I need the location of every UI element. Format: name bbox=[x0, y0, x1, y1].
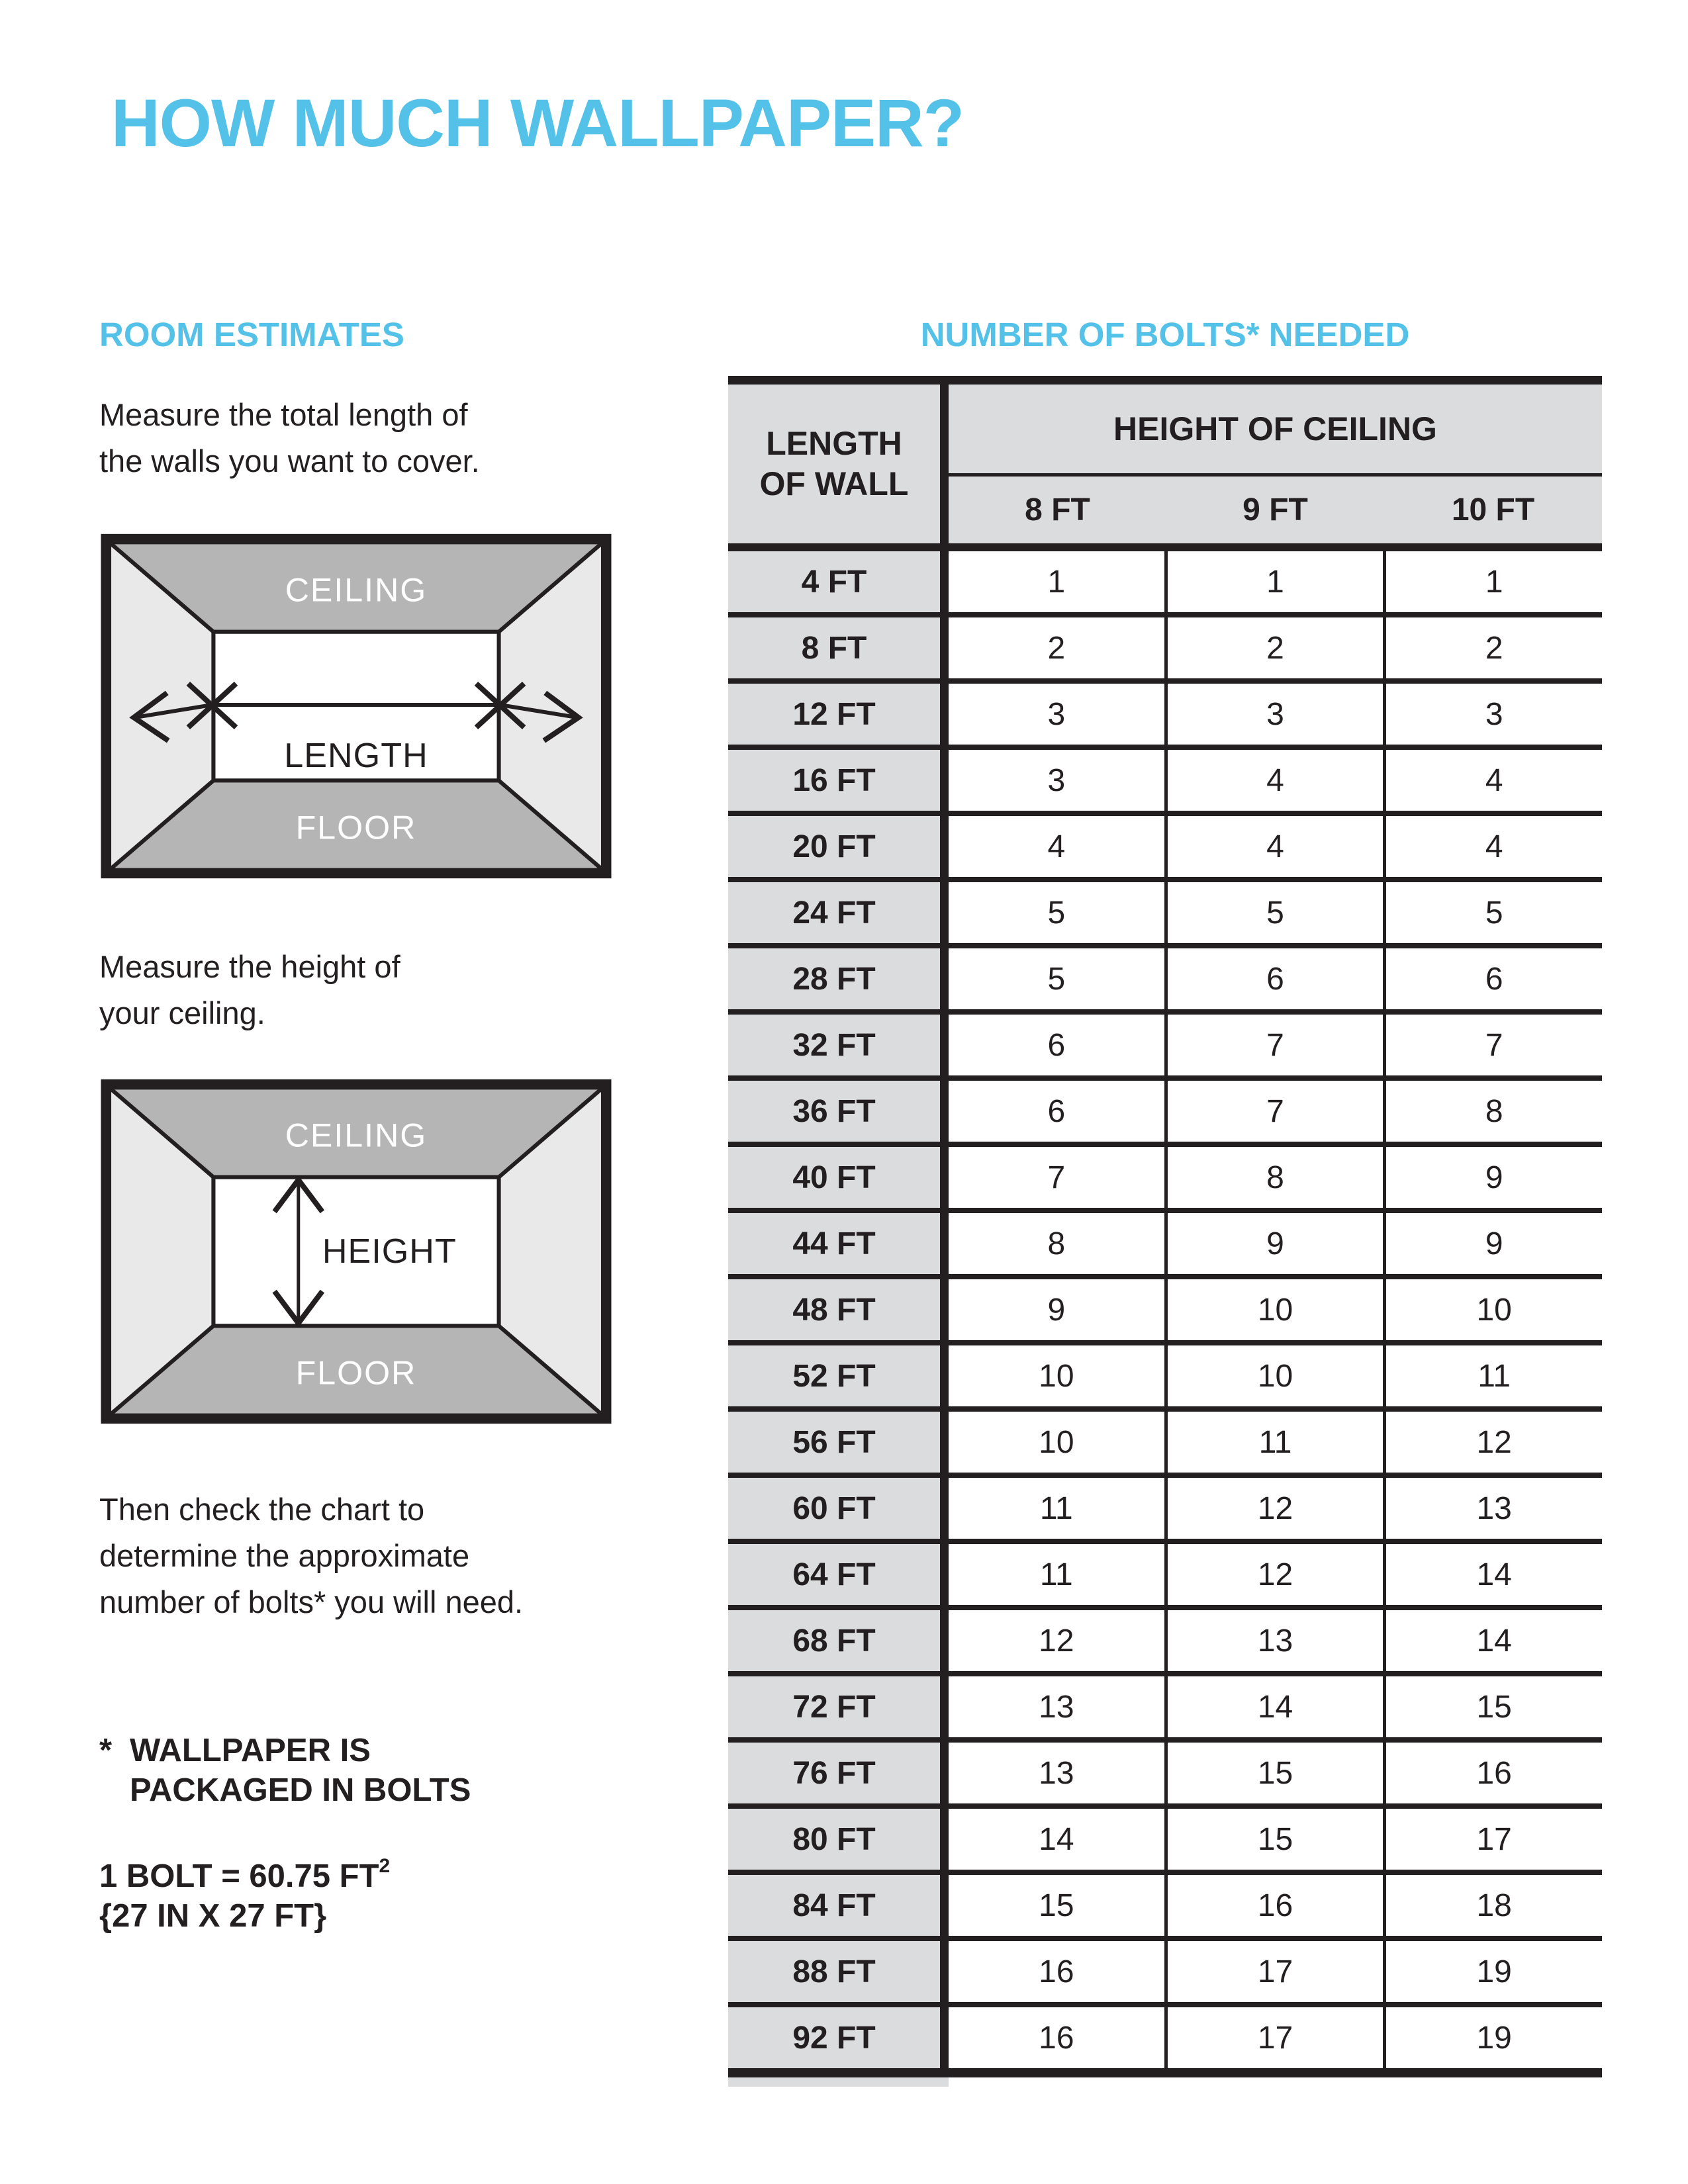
row-label: 4 FT bbox=[728, 551, 949, 612]
row-label: 80 FT bbox=[728, 1809, 949, 1870]
row-label: 16 FT bbox=[728, 750, 949, 811]
footnote-asterisk: * bbox=[99, 1733, 113, 1768]
row-label: 60 FT bbox=[728, 1478, 949, 1539]
table-row bbox=[728, 750, 1602, 816]
floor-label: FLOOR bbox=[295, 1354, 417, 1392]
row-label: 88 FT bbox=[728, 1941, 949, 2002]
squared-superscript: 2 bbox=[379, 1855, 391, 1877]
height-of-ceiling-label: HEIGHT OF CEILING bbox=[949, 385, 1602, 477]
instruction-step-3-line-2: determine the approximate bbox=[99, 1538, 470, 1573]
table-row bbox=[728, 1875, 1602, 1941]
footnote-line-2: PACKAGED IN BOLTS bbox=[130, 1772, 471, 1808]
row-value: 1 bbox=[1383, 551, 1602, 612]
row-label: 92 FT bbox=[728, 2007, 949, 2068]
row-value: 13 bbox=[1164, 1610, 1383, 1671]
row-value: 10 bbox=[1164, 1345, 1383, 1406]
footnote-line-1: WALLPAPER IS bbox=[130, 1733, 371, 1768]
row-value: 11 bbox=[949, 1478, 1164, 1539]
page-title: HOW MUCH WALLPAPER? bbox=[111, 85, 964, 161]
bolt-dimensions: {27 IN X 27 FT} bbox=[99, 1898, 327, 1934]
row-value: 13 bbox=[949, 1743, 1164, 1803]
row-value: 9 bbox=[1164, 1213, 1383, 1274]
table-row bbox=[728, 882, 1602, 948]
row-label: 52 FT bbox=[728, 1345, 949, 1406]
row-label: 72 FT bbox=[728, 1676, 949, 1737]
table-row bbox=[728, 1676, 1602, 1743]
table-row bbox=[728, 1279, 1602, 1345]
table-row bbox=[728, 1081, 1602, 1147]
ceiling-height-diagram bbox=[101, 1079, 612, 1424]
row-value: 10 bbox=[1164, 1279, 1383, 1340]
row-value: 2 bbox=[949, 617, 1164, 678]
ceiling-height-columns bbox=[949, 477, 1602, 543]
row-value: 10 bbox=[1383, 1279, 1602, 1340]
row-value: 6 bbox=[949, 1015, 1164, 1075]
row-label: 20 FT bbox=[728, 816, 949, 877]
row-label: 40 FT bbox=[728, 1147, 949, 1208]
row-label: 84 FT bbox=[728, 1875, 949, 1936]
row-value: 3 bbox=[949, 684, 1164, 745]
row-value: 5 bbox=[949, 882, 1164, 943]
table-row bbox=[728, 1478, 1602, 1544]
row-label: 32 FT bbox=[728, 1015, 949, 1075]
instruction-step-3-line-1: Then check the chart to bbox=[99, 1492, 425, 1527]
row-value: 6 bbox=[1383, 948, 1602, 1009]
column-header-9ft: 9 FT bbox=[1243, 492, 1308, 527]
row-value: 12 bbox=[949, 1610, 1164, 1671]
footnote-text bbox=[130, 1731, 471, 1810]
row-value: 11 bbox=[949, 1544, 1164, 1605]
row-value: 19 bbox=[1383, 1941, 1602, 2002]
row-value: 9 bbox=[1383, 1213, 1602, 1274]
height-dimension-label: HEIGHT bbox=[322, 1232, 457, 1271]
row-label: 48 FT bbox=[728, 1279, 949, 1340]
table-body bbox=[728, 543, 1602, 2077]
row-value: 9 bbox=[949, 1279, 1164, 1340]
row-label: 28 FT bbox=[728, 948, 949, 1009]
instruction-step-1 bbox=[99, 392, 480, 484]
table-row bbox=[728, 2007, 1602, 2068]
row-value: 3 bbox=[949, 750, 1164, 811]
row-value: 9 bbox=[1383, 1147, 1602, 1208]
bolt-equation: 1 BOLT = 60.75 $FT^2$ bbox=[99, 1855, 391, 1894]
table-row bbox=[728, 1743, 1602, 1809]
row-value: 2 bbox=[1164, 617, 1383, 678]
table-row bbox=[728, 816, 1602, 882]
instruction-step-1-line-1: Measure the total length of bbox=[99, 397, 468, 432]
length-of-wall-header bbox=[728, 385, 949, 543]
row-value: 11 bbox=[1383, 1345, 1602, 1406]
section-heading-room-estimates: ROOM ESTIMATES bbox=[99, 316, 404, 353]
ceiling-label: CEILING bbox=[285, 571, 428, 609]
row-value: 5 bbox=[1383, 882, 1602, 943]
row-value: 4 bbox=[1164, 750, 1383, 811]
section-heading-bolts-needed: NUMBER OF BOLTS* NEEDED bbox=[920, 316, 1410, 353]
row-label: 44 FT bbox=[728, 1213, 949, 1274]
row-label: 36 FT bbox=[728, 1081, 949, 1142]
row-value: 14 bbox=[1383, 1544, 1602, 1605]
row-label: 24 FT bbox=[728, 882, 949, 943]
table-row bbox=[728, 684, 1602, 750]
bolts-footnote bbox=[99, 1731, 471, 1810]
column-header-8ft: 8 FT bbox=[1025, 492, 1090, 527]
row-value: 4 bbox=[1383, 816, 1602, 877]
row-value: 6 bbox=[1164, 948, 1383, 1009]
row-value: 3 bbox=[1164, 684, 1383, 745]
length-of-wall-line-2: OF WALL bbox=[759, 465, 909, 502]
table-row bbox=[728, 1412, 1602, 1478]
row-value: 5 bbox=[1164, 882, 1383, 943]
row-value: 16 bbox=[1164, 1875, 1383, 1936]
row-label: 12 FT bbox=[728, 684, 949, 745]
table-top-rule bbox=[728, 376, 1602, 385]
table-row bbox=[728, 948, 1602, 1015]
height-of-ceiling-header bbox=[949, 385, 1602, 543]
row-value: 17 bbox=[1164, 1941, 1383, 2002]
row-value: 16 bbox=[1383, 1743, 1602, 1803]
row-value: 7 bbox=[949, 1147, 1164, 1208]
length-of-wall-line-1: LENGTH bbox=[766, 425, 902, 462]
table-row bbox=[728, 551, 1602, 617]
row-value: 16 bbox=[949, 1941, 1164, 2002]
row-value: 13 bbox=[949, 1676, 1164, 1737]
row-value: 18 bbox=[1383, 1875, 1602, 1936]
instruction-step-3 bbox=[99, 1486, 523, 1625]
row-label: 64 FT bbox=[728, 1544, 949, 1605]
row-value: 12 bbox=[1383, 1412, 1602, 1473]
table-row bbox=[728, 1147, 1602, 1213]
row-value: 2 bbox=[1383, 617, 1602, 678]
table-footer-stub bbox=[728, 2077, 949, 2087]
row-value: 4 bbox=[1383, 750, 1602, 811]
row-value: 11 bbox=[1164, 1412, 1383, 1473]
row-value: 12 bbox=[1164, 1478, 1383, 1539]
table-row bbox=[728, 1809, 1602, 1875]
instruction-step-2-line-1: Measure the height of bbox=[99, 949, 400, 984]
row-value: 14 bbox=[1164, 1676, 1383, 1737]
length-dimension-label: LENGTH bbox=[284, 737, 428, 776]
row-value: 10 bbox=[949, 1412, 1164, 1473]
row-value: 15 bbox=[949, 1875, 1164, 1936]
row-value: 17 bbox=[1383, 1809, 1602, 1870]
row-value: 8 bbox=[1164, 1147, 1383, 1208]
row-value: 14 bbox=[1383, 1610, 1602, 1671]
row-value: 13 bbox=[1383, 1478, 1602, 1539]
row-value: 7 bbox=[1164, 1081, 1383, 1142]
row-value: 1 bbox=[1164, 551, 1383, 612]
row-value: 5 bbox=[949, 948, 1164, 1009]
row-value: 16 bbox=[949, 2007, 1164, 2068]
instruction-step-2 bbox=[99, 944, 400, 1036]
ceiling-label: CEILING bbox=[285, 1116, 428, 1154]
row-value: 14 bbox=[949, 1809, 1164, 1870]
row-value: 8 bbox=[1383, 1081, 1602, 1142]
floor-label: FLOOR bbox=[295, 809, 417, 846]
table-row bbox=[728, 1213, 1602, 1279]
row-value: 6 bbox=[949, 1081, 1164, 1142]
instruction-step-3-line-3: number of bolts* you will need. bbox=[99, 1584, 524, 1619]
table-row bbox=[728, 1941, 1602, 2007]
row-value: 7 bbox=[1164, 1015, 1383, 1075]
row-value: 8 bbox=[949, 1213, 1164, 1274]
row-value: 4 bbox=[949, 816, 1164, 877]
bolt-size-info bbox=[99, 1846, 390, 1936]
row-value: 3 bbox=[1383, 684, 1602, 745]
bolts-table bbox=[728, 376, 1602, 2087]
row-value: 12 bbox=[1164, 1544, 1383, 1605]
table-header bbox=[728, 385, 1602, 543]
row-value: 1 bbox=[949, 551, 1164, 612]
table-row bbox=[728, 617, 1602, 684]
row-label: 56 FT bbox=[728, 1412, 949, 1473]
room-length-diagram bbox=[101, 533, 612, 879]
table-row bbox=[728, 1544, 1602, 1610]
row-value: 15 bbox=[1164, 1809, 1383, 1870]
column-header-10ft: 10 FT bbox=[1451, 492, 1535, 527]
table-row bbox=[728, 1610, 1602, 1676]
row-value: 4 bbox=[1164, 816, 1383, 877]
table-row bbox=[728, 1015, 1602, 1081]
row-value: 7 bbox=[1383, 1015, 1602, 1075]
row-value: 15 bbox=[1383, 1676, 1602, 1737]
row-value: 17 bbox=[1164, 2007, 1383, 2068]
row-value: 15 bbox=[1164, 1743, 1383, 1803]
row-label: 76 FT bbox=[728, 1743, 949, 1803]
instruction-step-1-line-2: the walls you want to cover. bbox=[99, 443, 480, 478]
row-value: 19 bbox=[1383, 2007, 1602, 2068]
row-label: 8 FT bbox=[728, 617, 949, 678]
table-row bbox=[728, 1345, 1602, 1412]
row-label: 68 FT bbox=[728, 1610, 949, 1671]
row-value: 10 bbox=[949, 1345, 1164, 1406]
instruction-step-2-line-2: your ceiling. bbox=[99, 995, 265, 1030]
